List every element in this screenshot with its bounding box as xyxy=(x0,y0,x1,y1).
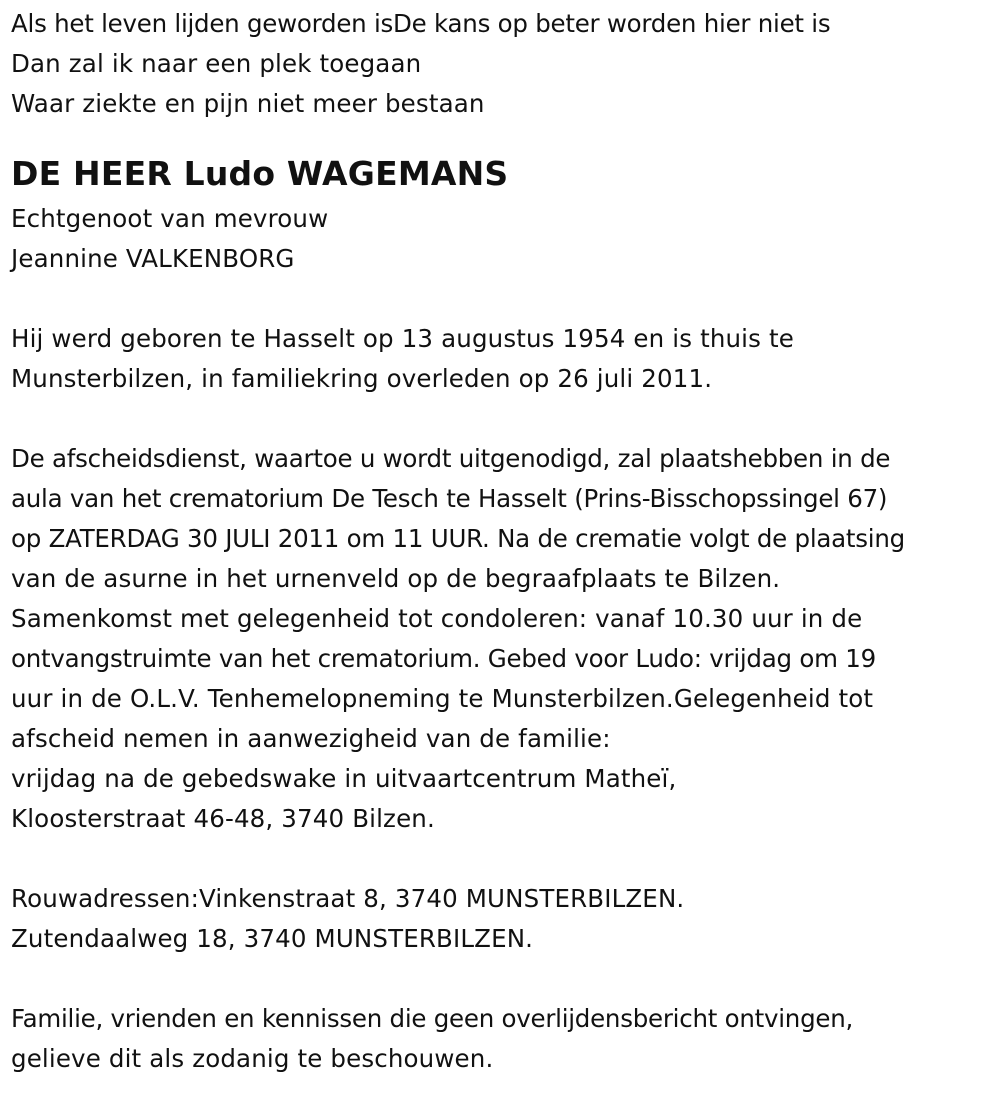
poem xyxy=(11,4,996,124)
ceremony-line-5: Samenkomst met gelegenheid tot condoleren: vanaf 10.30 uur in de xyxy=(11,604,863,633)
address-line-1: Rouwadressen:Vinkenstraat 8, 3740 MUNSTERBILZEN. xyxy=(11,884,685,913)
spouse-line-2: Jeannine VALKENBORG xyxy=(11,244,295,273)
deceased-name-title: DE HEER Ludo WAGEMANS xyxy=(11,154,509,193)
ceremony-line-7: uur in de O.L.V. Tenhemelopneming te Munsterbilzen.Gelegenheid tot xyxy=(11,684,874,713)
ceremony-line-3: op ZATERDAG 30 JULI 2011 om 11 UUR. Na de crematie volgt de plaatsing xyxy=(11,524,905,553)
birth-death-line-2: Munsterbilzen, in familiekring overleden op 26 juli 2011. xyxy=(11,364,713,393)
closing-paragraph xyxy=(11,999,996,1079)
ceremony-line-2: aula van het crematorium De Tesch te Hasselt (Prins-Bisschopssingel 67) xyxy=(11,484,888,513)
poem-line-3: Waar ziekte en pijn niet meer bestaan xyxy=(11,89,485,118)
closing-line-2: gelieve dit als zodanig te beschouwen. xyxy=(11,1044,494,1073)
ceremony-line-10: Kloosterstraat 46-48, 3740 Bilzen. xyxy=(11,804,435,833)
poem-line-1: Als het leven lijden geworden isDe kans op beter worden hier niet is xyxy=(11,9,831,38)
spacer xyxy=(11,279,996,319)
obituary-notice xyxy=(11,0,996,1079)
ceremony-line-8: afscheid nemen in aanwezigheid van de familie: xyxy=(11,724,611,753)
spouse-info xyxy=(11,199,996,279)
ceremony-line-6: ontvangstruimte van het crematorium. Gebed voor Ludo: vrijdag om 19 xyxy=(11,644,876,673)
birth-death-paragraph xyxy=(11,319,996,399)
ceremony-line-9: vrijdag na de gebedswake in uitvaartcentrum Matheï, xyxy=(11,764,677,793)
ceremony-paragraph xyxy=(11,439,996,839)
birth-death-line-1: Hij werd geboren te Hasselt op 13 augustus 1954 en is thuis te xyxy=(11,324,794,353)
address-line-2: Zutendaalweg 18, 3740 MUNSTERBILZEN. xyxy=(11,924,534,953)
ceremony-line-1: De afscheidsdienst, waartoe u wordt uitgenodigd, zal plaatshebben in de xyxy=(11,444,891,473)
spacer xyxy=(11,839,996,879)
closing-line-1: Familie, vrienden en kennissen die geen overlijdensbericht ontvingen, xyxy=(11,1004,854,1033)
spacer xyxy=(11,959,996,999)
addresses-paragraph xyxy=(11,879,996,959)
poem-line-2: Dan zal ik naar een plek toegaan xyxy=(11,49,422,78)
spacer xyxy=(11,399,996,439)
ceremony-line-4: van de asurne in het urnenveld op de begraafplaats te Bilzen. xyxy=(11,564,781,593)
spouse-line-1: Echtgenoot van mevrouw xyxy=(11,204,329,233)
